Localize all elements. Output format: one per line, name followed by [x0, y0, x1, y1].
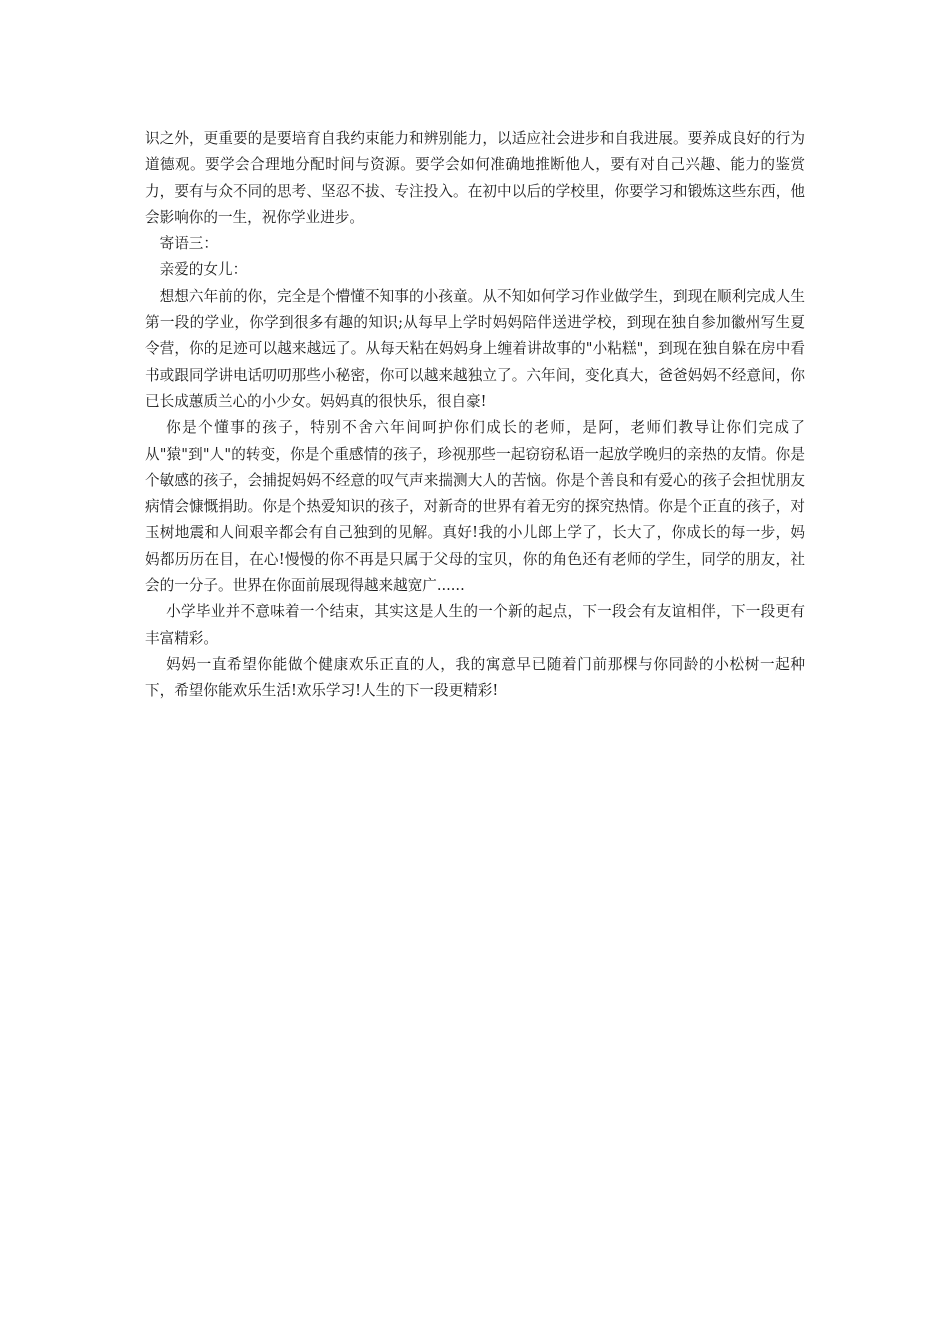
paragraph-six-years-ago: 想想六年前的你，完全是个懵懂不知事的小孩童。从不知如何学习作业做学生，到现在顺利完成人生第一段的学业，你学到很多有趣的知识;从每早上学时妈妈陪伴送进学校，到现在独自参加徽州写生夏令营，你的足迹可以越来越远了。从每天粘在妈妈身上缠着讲故事的"小粘糕"，到现在独自躲在房中看书或跟同学讲电话叨叨那些小秘密，你可以越来越独立了。六年间，变化真大，爸爸妈妈不经意间，你已长成蕙质兰心的小少女。妈妈真的很快乐，很自豪!	[145, 287, 805, 410]
paragraph-continuation: 识之外，更重要的是要培育自我约束能力和辨别能力，以适应社会进步和自我进展。要养成良好的行为道德观。要学会合理地分配时间与资源。要学会如何准确地推断他人，要有对自己兴趣、能力的鉴赏力，要有与众不同的思考、坚忍不拔、专注投入。在初中以后的学校里，你要学习和锻炼这些东西，他会影响你的一生，祝你学业进步。	[145, 130, 805, 226]
paragraph-closing-wish: 妈妈一直希望你能做个健康欢乐正直的人，我的寓意早已随着门前那棵与你同龄的小松树一起种下，希望你能欢乐生活!欢乐学习!人生的下一段更精彩!	[145, 655, 805, 700]
paragraph-sensible-child: 你是个懂事的孩子，特别不舍六年间呵护你们成长的老师，是阿，老师们教导让你们完成了从"猿"到"人"的转变，你是个重感情的孩子，珍视那些一起窃窃私语一起放学晚归的亲热的友情。你是个敏感的孩子，会捕捉妈妈不经意的叹气声来揣测大人的苦恼。你是个善良和有爱心的孩子会担忧朋友病情会慷慨捐助。你是个热爱知识的孩子，对新奇的世界有着无穷的探究热情。你是个正直的孩子，对玉树地震和人间艰辛都会有自己独到的见解。真好!我的小儿郎上学了，长大了，你成长的每一步，妈妈都历历在目，在心!慢慢的你不再是只属于父母的宝贝，你的角色还有老师的学生，同学的朋友，社会的一分子。世界在你面前展现得越来越宽广......	[145, 419, 805, 595]
document-body	[145, 126, 805, 705]
paragraph-graduation: 小学毕业并不意味着一个结束，其实这是人生的一个新的起点，下一段会有友谊相伴，下一段更有丰富精彩。	[145, 603, 805, 647]
section-heading-message-three: 寄语三：	[159, 235, 218, 253]
salutation: 亲爱的女儿：	[159, 261, 248, 279]
